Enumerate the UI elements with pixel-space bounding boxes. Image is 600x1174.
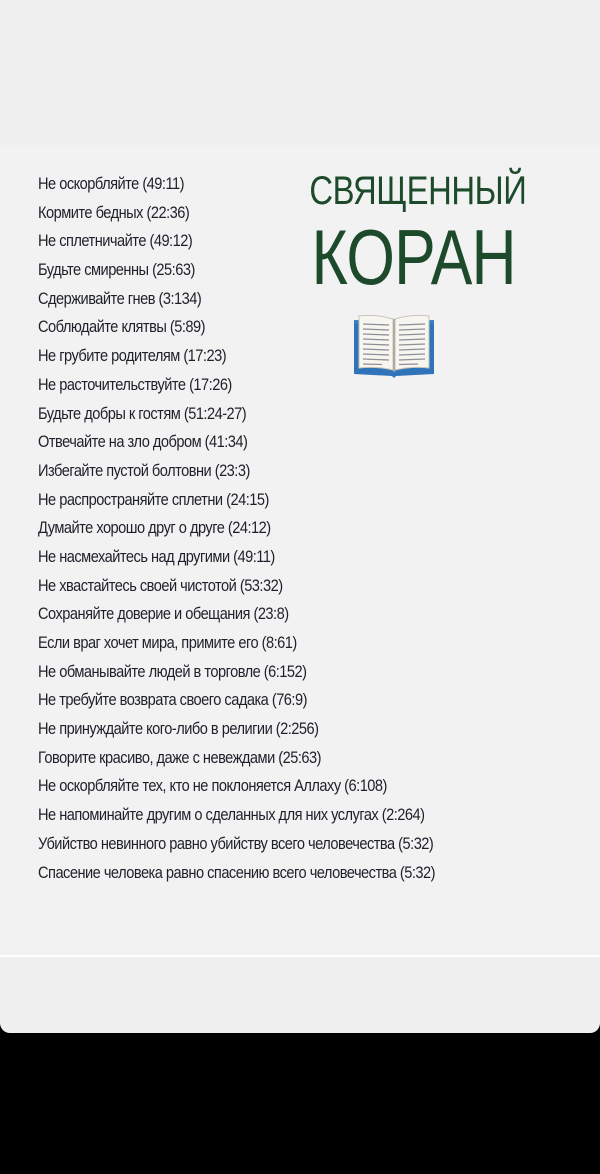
- rule-item: Говорите красиво, даже с невеждами (25:63): [38, 747, 321, 767]
- title-line-1: СВЯЩЕННЫЙ: [309, 169, 527, 213]
- rule-item: Не оскорбляйте (49:11): [38, 174, 184, 193]
- rule-item: Не распространяйте сплетни (24:15): [38, 489, 269, 509]
- rule-item: Будьте добры к гостям (51:24-27): [38, 403, 247, 423]
- title-line-2: КОРАН: [311, 213, 516, 301]
- title-block: [290, 168, 527, 301]
- rule-item: Не требуйте возврата своего садака (76:9): [38, 690, 307, 710]
- rule-item: Если враг хочет мира, примите его (8:61): [38, 633, 297, 652]
- rule-item: Будьте смиренны (25:63): [38, 260, 195, 280]
- rule-item: Не грубите родителям (17:23): [38, 346, 227, 366]
- rule-item: Сохраняйте доверие и обещания (23:8): [38, 604, 289, 624]
- rule-item: Не обманывайте людей в торговле (6:152): [38, 661, 307, 681]
- rule-item: Кормите бедных (22:36): [38, 202, 190, 222]
- rule-item: Не расточительствуйте (17:26): [38, 374, 232, 394]
- open-book-icon: [352, 312, 436, 378]
- rule-item: Избегайте пустой болтовни (23:3): [38, 460, 250, 480]
- rule-item: Сдерживайте гнев (3:134): [38, 288, 202, 308]
- rule-item: Не оскорбляйте тех, кто не поклоняется Аллаху (6:108): [38, 776, 387, 796]
- rule-item: Отвечайте на зло добром (41:34): [38, 432, 248, 452]
- rule-item: Не напоминайте другим о сделанных для них услугах (2:264): [38, 805, 425, 825]
- rule-item: Не хвастайтесь своей чистотой (53:32): [38, 575, 283, 595]
- rule-item: Спасение человека равно спасению всего человечества (5:32): [38, 862, 435, 882]
- rule-item: Не сплетничайте (49:12): [38, 231, 193, 251]
- rule-item: Не насмехайтесь над другими (49:11): [38, 546, 275, 566]
- rule-item: Соблюдайте клятвы (5:89): [38, 317, 205, 337]
- rule-item: Убийство невинного равно убийству всего человечества (5:32): [38, 833, 434, 853]
- rule-item: Не принуждайте кого-либо в религии (2:256): [38, 719, 319, 739]
- rule-item: Думайте хорошо друг о друге (24:12): [38, 518, 271, 538]
